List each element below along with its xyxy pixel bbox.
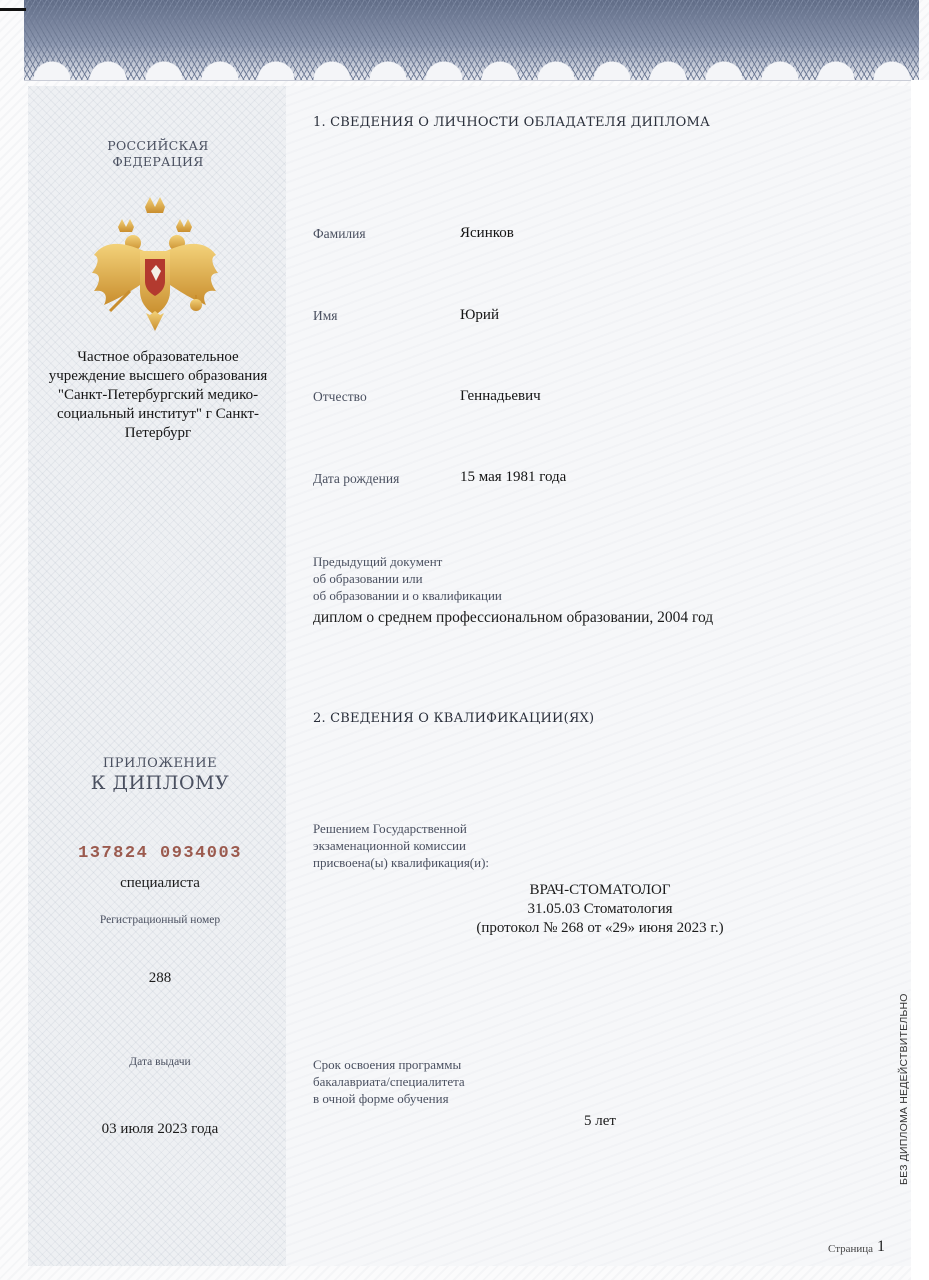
coat-of-arms-emblem [88, 193, 222, 343]
appendix-title-line2: К ДИПЛОМУ [90, 772, 230, 794]
issue-date: 03 июля 2023 года [101, 1121, 219, 1137]
section2-title: 2. СВЕДЕНИЯ О КВАЛИФИКАЦИИ(ЯХ) [313, 711, 595, 726]
patronymic-label: Отчество [313, 389, 367, 404]
validity-note: БЕЗ ДИПЛОМА НЕДЕЙСТВИТЕЛЬНО [898, 993, 910, 1185]
previous-document-label: Предыдущий документ об образовании или об образовании и о квалификации [313, 554, 502, 603]
study-term-label: Срок освоения программы бакалавриата/специалитета в очной форме обучения [313, 1057, 465, 1106]
scan-corner-mark [0, 8, 26, 11]
specialty-code: 31.05.03 Стоматология [527, 901, 673, 917]
previous-document-value: диплом о среднем профессиональном образовании, 2004 год [313, 609, 714, 626]
section1-title: 1. СВЕДЕНИЯ О ЛИЧНОСТИ ОБЛАДАТЕЛЯ ДИПЛОМА [313, 115, 711, 130]
serial-number: 137824 0934003 [78, 844, 242, 863]
institution-name: Частное образовательное учреждение высшего образования "Санкт-Петербургский медико-социальный институт" г Санкт-Петербург [48, 349, 268, 441]
patronymic-value: Геннадьевич [460, 388, 541, 404]
issue-date-label: Дата выдачи [129, 1056, 191, 1068]
education-level: специалиста [120, 875, 200, 891]
name-label: Имя [313, 308, 338, 323]
name-value: Юрий [460, 307, 499, 323]
page-label: Страница [828, 1243, 874, 1255]
surname-label: Фамилия [313, 226, 366, 241]
birth-date-label: Дата рождения [313, 471, 400, 486]
birth-date-value: 15 мая 1981 года [460, 469, 567, 485]
commission-decision-label: Решением Государственной экзаменационной комиссии присвоена(ы) квалификация(и): [313, 821, 490, 870]
appendix-title-line1: ПРИЛОЖЕНИЕ [102, 756, 218, 771]
registration-label: Регистрационный номер [99, 914, 221, 926]
country-name: РОССИЙСКАЯ ФЕДЕРАЦИЯ [107, 138, 209, 169]
qualification-block [420, 881, 780, 938]
security-pattern-band [24, 0, 919, 81]
protocol-reference: (протокол № 268 от «29» июня 2023 г.) [476, 920, 724, 936]
qualification-title: ВРАЧ-СТОМАТОЛОГ [529, 882, 671, 898]
surname-value: Ясинков [460, 225, 514, 241]
page-number: 1 [877, 1238, 885, 1255]
study-term-value: 5 лет [584, 1113, 616, 1129]
registration-number: 288 [148, 970, 172, 986]
